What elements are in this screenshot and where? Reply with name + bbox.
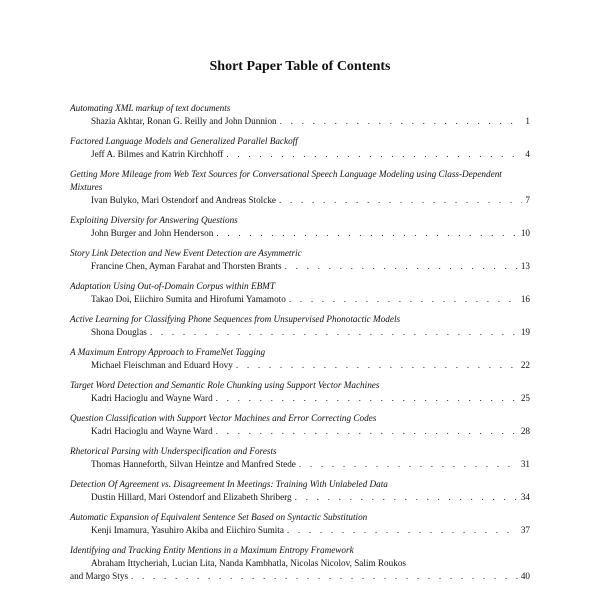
dot-leader	[236, 359, 518, 372]
entry-title: Automatic Expansion of Equivalent Sentence Set Based on Syntactic Substitution	[70, 512, 368, 522]
entry-title: Getting More Mileage from Web Text Sources for Conversational Speech Language Modeling using Class-Dependent Mixtures	[70, 169, 502, 192]
entry-authors: Kadri Hacioglu and Wayne Ward	[91, 393, 213, 403]
dot-leader	[216, 227, 517, 240]
dot-leader	[295, 491, 518, 504]
dot-leader	[287, 524, 518, 537]
entry-author-line	[70, 115, 530, 128]
toc-entry	[70, 544, 530, 583]
entry-authors: Shona Douglas	[91, 327, 147, 337]
entry-title: Identifying and Tracking Entity Mentions in a Maximum Entropy Framework	[70, 545, 354, 555]
toc-entry	[70, 412, 530, 438]
entry-page-number: 22	[520, 360, 530, 370]
entry-authors-continued: and Margo Stys	[70, 571, 129, 581]
entry-author-line	[70, 260, 530, 273]
dot-leader	[131, 570, 518, 583]
entry-page-number: 34	[520, 492, 530, 502]
entry-title: Rhetorical Parsing with Underspecification and Forests	[70, 446, 277, 456]
entry-title: Detection Of Agreement vs. Disagreement In Meetings: Training With Unlabeled Data	[70, 479, 388, 489]
entry-title: Exploiting Diversity for Answering Questions	[70, 215, 238, 225]
entry-author-line	[70, 425, 530, 438]
entry-authors: Michael Fleischman and Eduard Hovy	[91, 360, 233, 370]
entry-page-number: 19	[520, 327, 530, 337]
entry-author-line	[70, 293, 530, 306]
toc-entry	[70, 280, 530, 306]
toc-entry	[70, 511, 530, 537]
entry-author-line	[70, 148, 530, 161]
dot-leader	[285, 260, 518, 273]
toc-entry	[70, 102, 530, 128]
entry-page-number: 25	[520, 393, 530, 403]
toc-entry	[70, 214, 530, 240]
dot-leader	[150, 326, 518, 339]
entry-author-line	[70, 227, 530, 240]
table-of-contents	[70, 102, 530, 590]
entry-page-number: 7	[525, 195, 530, 205]
page-title: Short Paper Table of Contents	[209, 59, 391, 74]
entry-title: Adaptation Using Out-of-Domain Corpus within EBMT	[70, 281, 275, 291]
toc-entry	[70, 346, 530, 372]
entry-title: Factored Language Models and Generalized Parallel Backoff	[70, 136, 298, 146]
entry-title: Target Word Detection and Semantic Role Chunking using Support Vector Machines	[70, 380, 380, 390]
entry-page-number: 37	[520, 525, 530, 535]
entry-title: A Maximum Entropy Approach to FrameNet Tagging	[70, 347, 266, 357]
entry-author-line	[70, 194, 530, 207]
toc-entry	[70, 313, 530, 339]
entry-page-number: 28	[520, 426, 530, 436]
entry-author-line	[70, 491, 530, 504]
entry-author-line	[70, 326, 530, 339]
entry-page-number: 1	[525, 116, 530, 126]
dot-leader	[216, 425, 518, 438]
entry-author-line	[70, 570, 530, 583]
entry-title: Question Classification with Support Vector Machines and Error Correcting Codes	[70, 413, 377, 423]
entry-authors: Takao Doi, Eiichiro Sumita and Hirofumi Yamamoto	[91, 294, 286, 304]
entry-authors: Kadri Hacioglu and Wayne Ward	[91, 426, 213, 436]
entry-author-line	[70, 392, 530, 405]
toc-entry	[70, 247, 530, 273]
entry-author-line	[70, 524, 530, 537]
toc-entry	[70, 445, 530, 471]
entry-page-number: 4	[525, 149, 530, 159]
dot-leader	[289, 293, 518, 306]
entry-authors: Ivan Bulyko, Mari Ostendorf and Andreas Stolcke	[91, 195, 276, 205]
entry-page-number: 31	[520, 459, 530, 469]
entry-authors: Abraham Ittycheriah, Lucian Lita, Nanda Kambhatla, Nicolas Nicolov, Salim Roukos	[91, 558, 407, 568]
toc-entry	[70, 135, 530, 161]
entry-author-line	[70, 359, 530, 372]
entry-page-number: 16	[520, 294, 530, 304]
entry-authors: Francine Chen, Ayman Farahat and Thorsten Brants	[91, 261, 282, 271]
entry-page-number: 13	[520, 261, 530, 271]
dot-leader	[280, 115, 523, 128]
entry-page-number: 40	[520, 571, 530, 581]
entry-title: Story Link Detection and New Event Detection are Asymmetric	[70, 248, 302, 258]
toc-entry	[70, 478, 530, 504]
entry-authors: John Burger and John Henderson	[91, 228, 214, 238]
entry-authors: Dustin Hillard, Mari Ostendorf and Elizabeth Shriberg	[91, 492, 292, 502]
dot-leader	[299, 458, 518, 471]
dot-leader	[226, 148, 522, 161]
entry-authors: Jeff A. Bilmes and Katrin Kirchhoff	[91, 149, 224, 159]
dot-leader	[279, 194, 522, 207]
entry-page-number: 10	[520, 228, 530, 238]
entry-title: Automating XML markup of text documents	[70, 103, 231, 113]
dot-leader	[216, 392, 518, 405]
entry-authors: Shazia Akhtar, Ronan G. Reilly and John Dunnion	[91, 116, 277, 126]
entry-authors: Thomas Hanneforth, Silvan Heintze and Manfred Stede	[91, 459, 296, 469]
toc-entry	[70, 379, 530, 405]
entry-author-line	[70, 458, 530, 471]
toc-entry	[70, 168, 530, 207]
entry-title: Active Learning for Classifying Phone Sequences from Unsupervised Phonotactic Models	[70, 314, 401, 324]
entry-authors: Kenji Imamura, Yasuhiro Akiba and Eiichiro Sumita	[91, 525, 284, 535]
